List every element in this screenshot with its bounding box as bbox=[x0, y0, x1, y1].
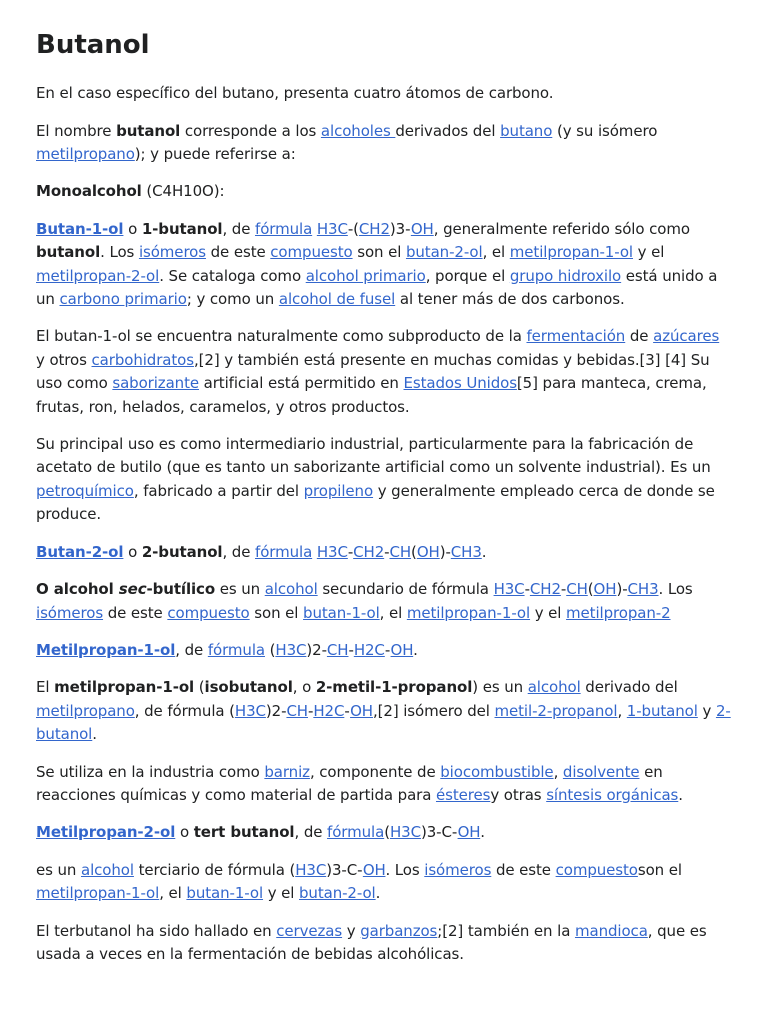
article-link[interactable]: OH bbox=[593, 580, 617, 599]
bold-text: metilpropan-1-ol bbox=[54, 678, 195, 697]
article-link[interactable]: butan-1-ol bbox=[186, 884, 264, 903]
text: El bbox=[36, 678, 55, 697]
article-link[interactable]: CH bbox=[286, 701, 308, 720]
text: de este bbox=[205, 243, 271, 262]
text: y bbox=[342, 921, 361, 940]
text: - bbox=[384, 542, 390, 561]
article-link[interactable]: H3C bbox=[295, 860, 327, 879]
bold-text: O alcohol bbox=[36, 580, 119, 599]
article-link[interactable]: alcohol bbox=[81, 860, 134, 879]
paragraph bbox=[36, 761, 732, 808]
article-link[interactable]: OH bbox=[457, 823, 481, 842]
article-link[interactable]: grupo hidroxilo bbox=[509, 266, 622, 285]
article-link[interactable]: barniz bbox=[264, 762, 310, 781]
text: y el bbox=[263, 884, 300, 903]
article-link[interactable]: biocombustible bbox=[440, 762, 554, 781]
article-link[interactable]: butan-2-ol bbox=[299, 884, 376, 903]
article-link[interactable]: alcohol de fusel bbox=[278, 290, 396, 309]
text: y generalmente empleado cerca de donde se produce. bbox=[36, 481, 715, 524]
text: es un bbox=[36, 860, 81, 879]
text: . Los bbox=[385, 860, 425, 879]
paragraph bbox=[36, 325, 732, 419]
bold-text: 2-butanol bbox=[141, 542, 223, 561]
text: es un bbox=[215, 580, 265, 599]
article-link[interactable]: metilpropano bbox=[36, 701, 135, 720]
article-link[interactable]: CH3 bbox=[450, 542, 482, 561]
article-link[interactable]: metilpropano bbox=[36, 145, 135, 163]
text: )2- bbox=[306, 640, 327, 659]
text: o bbox=[123, 219, 142, 238]
article-link[interactable]: 1-butanol bbox=[626, 701, 698, 720]
article-link[interactable]: H3C bbox=[493, 580, 525, 599]
bold-text: butanol bbox=[116, 121, 181, 140]
text: (y su isómero bbox=[552, 121, 658, 140]
paragraph bbox=[36, 676, 732, 746]
text: - bbox=[524, 580, 530, 599]
text: en reacciones químicas y como material de partida para bbox=[36, 762, 663, 804]
text: - bbox=[344, 701, 351, 720]
article-link[interactable]: propileno bbox=[303, 481, 374, 500]
text: . Los bbox=[100, 243, 139, 262]
paragraph bbox=[36, 859, 732, 906]
text: ; y como un bbox=[186, 290, 279, 309]
text: -( bbox=[347, 219, 359, 238]
text: son el bbox=[249, 603, 304, 622]
text: El terbutanol ha sido hallado en bbox=[36, 921, 277, 940]
text: terciario de fórmula ( bbox=[133, 860, 296, 879]
text: , de bbox=[222, 219, 256, 238]
bold-text: tert butanol bbox=[193, 823, 295, 842]
article-link[interactable]: butano bbox=[500, 121, 553, 140]
article-link[interactable]: carbono primario bbox=[59, 290, 187, 309]
text: y otras bbox=[490, 785, 547, 804]
text: )- bbox=[616, 580, 628, 599]
article-link[interactable]: H3C bbox=[389, 823, 421, 842]
article-link[interactable]: CH bbox=[326, 640, 349, 659]
article-link[interactable]: alcoholes bbox=[320, 121, 396, 140]
text: derivados del bbox=[395, 121, 501, 140]
article-link[interactable]: H3C bbox=[316, 219, 348, 238]
text: de bbox=[625, 327, 654, 346]
text: , de bbox=[175, 640, 208, 659]
text: ,[2] isómero del bbox=[372, 701, 495, 720]
article-link[interactable]: metilpropan-1-ol bbox=[36, 884, 160, 903]
text: o bbox=[175, 823, 194, 842]
article-link[interactable]: CH2 bbox=[529, 580, 561, 599]
article-link[interactable]: cervezas bbox=[276, 921, 343, 940]
text: . bbox=[481, 542, 487, 561]
text: ;[2] también en la bbox=[437, 921, 575, 940]
text: El nombre bbox=[36, 121, 117, 140]
paragraph bbox=[36, 433, 732, 527]
article-link[interactable]: Metilpropan-1-ol bbox=[36, 640, 176, 659]
article-link[interactable]: H3C bbox=[316, 542, 348, 561]
article-link[interactable]: saborizante bbox=[112, 374, 199, 393]
text: o bbox=[123, 542, 142, 561]
text: )3-C- bbox=[420, 823, 458, 842]
text: ( bbox=[264, 640, 276, 659]
text: )2- bbox=[265, 701, 287, 720]
article-link[interactable]: OH bbox=[350, 701, 373, 720]
article-link[interactable]: H3C bbox=[234, 701, 266, 720]
paragraph bbox=[36, 120, 732, 167]
article-link[interactable]: CH2 bbox=[353, 542, 385, 561]
article-link[interactable]: isómeros bbox=[424, 860, 492, 879]
bold-text: sec bbox=[118, 580, 147, 599]
bold-text: butanol bbox=[36, 243, 101, 262]
article-link[interactable]: ésteres bbox=[435, 785, 491, 804]
text: derivado del bbox=[580, 678, 678, 697]
article-link[interactable]: alcohol bbox=[264, 580, 318, 599]
article-link[interactable]: CH2 bbox=[358, 219, 390, 238]
text: Su principal uso es como intermediario industrial, particularmente para la fabricación de acetato de butilo (que es tanto un saborizante artificial como un solvente industrial). Es un bbox=[36, 435, 711, 477]
text: , de fórmula ( bbox=[134, 701, 235, 720]
article-link[interactable]: H3C bbox=[275, 640, 307, 659]
article-link[interactable]: garbanzos bbox=[360, 921, 438, 940]
article-link[interactable]: fórmula bbox=[255, 542, 313, 561]
article-link[interactable]: síntesis orgánicas bbox=[546, 785, 679, 804]
text: y otros bbox=[36, 350, 92, 369]
text: , de bbox=[222, 542, 256, 561]
paragraph bbox=[36, 578, 732, 625]
text: , el bbox=[159, 884, 187, 903]
text: - bbox=[347, 542, 354, 561]
text: , de bbox=[294, 823, 328, 842]
article-link[interactable]: petroquímico bbox=[36, 481, 134, 500]
article-link[interactable]: Butan-2-ol bbox=[36, 542, 124, 561]
text: , el bbox=[379, 603, 407, 622]
text: de este bbox=[491, 860, 556, 879]
article-link[interactable]: metil-2-propanol bbox=[494, 701, 618, 720]
article-link[interactable]: OH bbox=[416, 542, 440, 561]
article-link[interactable]: OH bbox=[362, 860, 386, 879]
article-link[interactable]: OH bbox=[390, 640, 414, 659]
article-link[interactable]: azúcares bbox=[653, 327, 720, 346]
text: ,[2] y también está presente en muchas comidas y bebidas.[3] [4] Su uso como bbox=[36, 350, 710, 393]
bold-text: Monoalcohol bbox=[36, 182, 142, 201]
text: , bbox=[617, 701, 627, 720]
text: son el bbox=[352, 243, 406, 262]
article-link[interactable]: CH bbox=[389, 542, 412, 561]
article-link[interactable]: Butan-1-ol bbox=[36, 219, 124, 238]
text: . bbox=[413, 640, 418, 659]
text: ); y puede referirse a: bbox=[134, 145, 296, 163]
article-body bbox=[36, 82, 732, 966]
text: , fabricado a partir del bbox=[133, 481, 304, 500]
text: y el bbox=[633, 243, 665, 262]
text: al tener más de dos carbonos. bbox=[395, 290, 625, 309]
article-link[interactable]: fórmula bbox=[255, 219, 313, 238]
text: corresponde a los bbox=[180, 121, 321, 140]
article-link[interactable]: Metilpropan-2-ol bbox=[36, 823, 176, 842]
text: , porque el bbox=[425, 266, 510, 285]
text: En el caso específico del butano, presenta cuatro átomos de carbono. bbox=[36, 84, 554, 103]
article-link[interactable]: fórmula bbox=[207, 640, 265, 659]
article-link[interactable]: metilpropan-1-ol bbox=[509, 243, 633, 262]
text: - bbox=[308, 701, 314, 720]
article-link[interactable]: butan-1-ol bbox=[303, 603, 380, 622]
text: - bbox=[348, 640, 354, 659]
paragraph bbox=[36, 821, 732, 844]
text: )- bbox=[439, 542, 451, 561]
text: )3-C- bbox=[326, 860, 363, 879]
text: ( bbox=[194, 678, 205, 697]
text: y bbox=[697, 701, 716, 720]
paragraph bbox=[36, 218, 732, 312]
text: ( bbox=[411, 542, 417, 561]
article-link[interactable]: Estados Unidos bbox=[403, 374, 517, 393]
text: (C4H10O): bbox=[141, 182, 225, 201]
article-link[interactable]: fórmula bbox=[327, 823, 385, 842]
text: , componente de bbox=[309, 762, 441, 781]
text: El butan-1-ol se encuentra naturalmente como subproducto de la bbox=[36, 327, 527, 346]
text: , que es usada a veces en la fermentación de bebidas alcohólicas. bbox=[36, 921, 707, 963]
text: , bbox=[553, 762, 563, 781]
article-link[interactable]: CH bbox=[566, 580, 588, 599]
text: , o bbox=[292, 678, 316, 697]
text: . bbox=[678, 785, 683, 804]
text: - bbox=[560, 580, 567, 599]
article-link[interactable]: isómeros bbox=[36, 603, 104, 622]
text: . bbox=[480, 823, 485, 842]
article-link[interactable]: compuesto bbox=[555, 860, 638, 879]
paragraph bbox=[36, 920, 732, 967]
paragraph bbox=[36, 639, 732, 662]
bold-text: 2-metil-1-propanol bbox=[315, 678, 473, 697]
article-link[interactable]: mandioca bbox=[574, 921, 648, 940]
text: . bbox=[92, 725, 97, 744]
bold-text: 1-butanol bbox=[141, 219, 223, 238]
bold-text: isobutanol bbox=[204, 678, 293, 697]
article-link[interactable]: disolvente bbox=[562, 762, 640, 781]
bold-text: -butílico bbox=[146, 580, 216, 599]
article-link[interactable]: isómeros bbox=[138, 243, 206, 262]
paragraph bbox=[36, 180, 732, 203]
article-link[interactable]: OH bbox=[410, 219, 434, 238]
article-link[interactable]: H2C bbox=[353, 640, 385, 659]
article-link[interactable]: H2C bbox=[313, 701, 345, 720]
text: son el bbox=[637, 860, 682, 879]
text: , generalmente referido sólo como bbox=[433, 219, 690, 238]
text: ( bbox=[384, 823, 390, 842]
article-link[interactable]: metilpropan-2 bbox=[566, 603, 671, 622]
text: ) es un bbox=[472, 678, 528, 697]
article-link[interactable]: 2-butanol bbox=[36, 701, 731, 744]
article-link[interactable]: fermentación bbox=[526, 327, 626, 346]
text: , el bbox=[482, 243, 510, 262]
text: . Los bbox=[658, 580, 693, 599]
text: Se utiliza en la industria como bbox=[36, 762, 265, 781]
article-link[interactable]: alcohol primario bbox=[305, 266, 426, 285]
article-link[interactable]: butan-2-ol bbox=[405, 243, 483, 262]
text: secundario de fórmula bbox=[317, 580, 494, 599]
article-link[interactable]: carbohidratos bbox=[91, 350, 194, 369]
article-link[interactable]: compuesto bbox=[270, 243, 353, 262]
article-link[interactable]: CH3 bbox=[627, 580, 659, 599]
text: )3- bbox=[389, 219, 411, 238]
text: . bbox=[375, 884, 381, 903]
article-link[interactable]: alcohol bbox=[527, 678, 581, 697]
text: está unido a un bbox=[36, 266, 718, 309]
paragraph bbox=[36, 541, 732, 564]
text: de este bbox=[103, 603, 168, 622]
text: ( bbox=[587, 580, 594, 599]
text: - bbox=[384, 640, 391, 659]
text: . Se cataloga como bbox=[159, 266, 306, 285]
article-link[interactable]: metilpropan-1-ol bbox=[406, 603, 531, 622]
text: [5] para manteca, crema, frutas, ron, helados, caramelos, y otros productos. bbox=[36, 374, 707, 416]
page-title: Butanol bbox=[36, 30, 150, 60]
paragraph bbox=[36, 82, 732, 105]
text: artificial está permitido en bbox=[198, 374, 404, 393]
article-link[interactable]: compuesto bbox=[167, 603, 250, 622]
text: y el bbox=[530, 603, 567, 622]
article-link[interactable]: metilpropan-2-ol bbox=[36, 266, 160, 285]
